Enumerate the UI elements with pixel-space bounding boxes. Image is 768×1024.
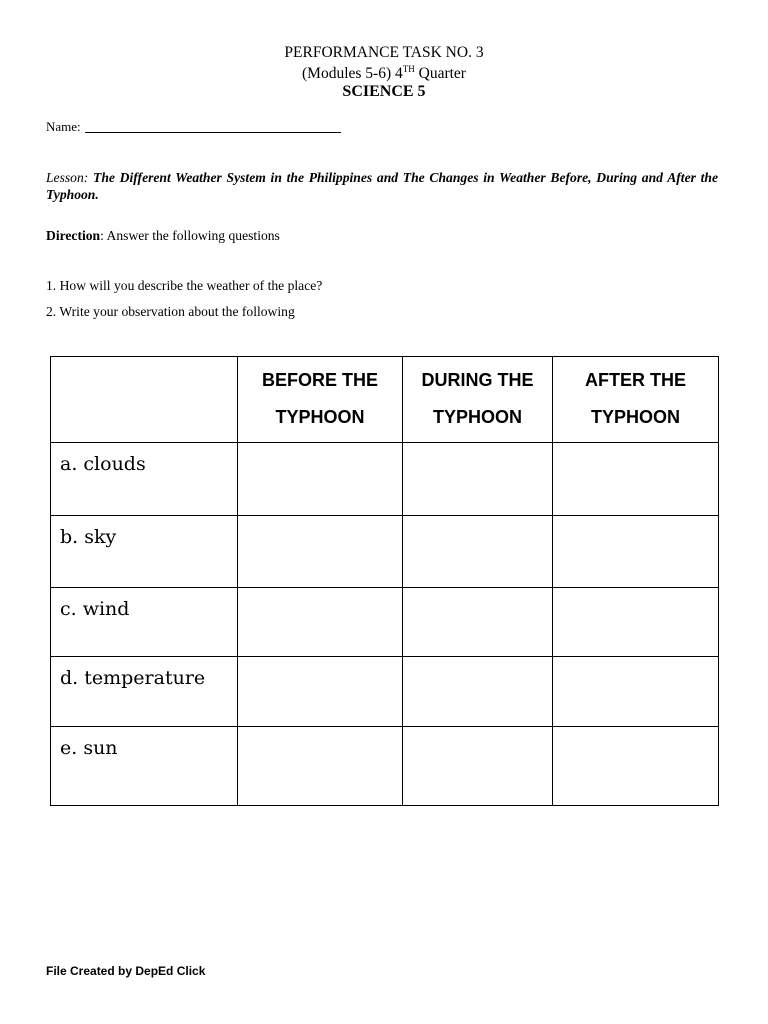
answer-cell[interactable] bbox=[553, 516, 719, 588]
answer-cell[interactable] bbox=[553, 443, 719, 516]
table-row bbox=[51, 657, 719, 727]
document-title: PERFORMANCE TASK NO. 3 bbox=[284, 44, 484, 61]
table-corner-cell bbox=[51, 357, 238, 443]
table-header-row bbox=[51, 357, 719, 443]
direction-line bbox=[46, 228, 280, 244]
answer-cell[interactable] bbox=[238, 588, 403, 657]
lesson-label: Lesson: bbox=[46, 170, 89, 185]
row-label-temperature: d. temperature bbox=[51, 657, 238, 727]
answer-cell[interactable] bbox=[553, 657, 719, 727]
answer-cell[interactable] bbox=[238, 657, 403, 727]
answer-cell[interactable] bbox=[403, 657, 553, 727]
lesson-text: The Different Weather System in the Philippines and The Changes in Weather Before, During and After the Typhoon. bbox=[46, 170, 718, 202]
answer-cell[interactable] bbox=[238, 443, 403, 516]
answer-cell[interactable] bbox=[238, 516, 403, 588]
row-label-wind: c. wind bbox=[51, 588, 238, 657]
name-label: Name: bbox=[46, 119, 81, 134]
question-1: 1. How will you describe the weather of the place? bbox=[46, 278, 323, 293]
header-before-typhoon: BEFORE THE TYPHOON bbox=[238, 357, 403, 443]
lesson-paragraph bbox=[46, 169, 718, 203]
table-row bbox=[51, 588, 719, 657]
header-during-typhoon: DURING THE TYPHOON bbox=[403, 357, 553, 443]
direction-label: Direction bbox=[46, 228, 101, 243]
answer-cell[interactable] bbox=[403, 516, 553, 588]
header-after-typhoon: AFTER THE TYPHOON bbox=[553, 357, 719, 443]
table-row bbox=[51, 727, 719, 806]
answer-cell[interactable] bbox=[403, 588, 553, 657]
name-field bbox=[46, 119, 341, 135]
question-2: 2. Write your observation about the following bbox=[46, 304, 295, 319]
row-label-sky: b. sky bbox=[51, 516, 238, 588]
table-row bbox=[51, 516, 719, 588]
answer-cell[interactable] bbox=[238, 727, 403, 806]
modules-quarter: (Modules 5-6) 4TH Quarter bbox=[302, 64, 466, 82]
observation-table bbox=[50, 356, 719, 806]
answer-cell[interactable] bbox=[553, 588, 719, 657]
name-blank-line[interactable] bbox=[85, 120, 341, 133]
answer-cell[interactable] bbox=[553, 727, 719, 806]
row-label-clouds: a. clouds bbox=[51, 443, 238, 516]
answer-cell[interactable] bbox=[403, 443, 553, 516]
table-row bbox=[51, 443, 719, 516]
footer-credit: File Created by DepEd Click bbox=[46, 964, 206, 978]
row-label-sun: e. sun bbox=[51, 727, 238, 806]
direction-text: : Answer the following questions bbox=[100, 228, 280, 243]
answer-cell[interactable] bbox=[403, 727, 553, 806]
subject-title: SCIENCE 5 bbox=[342, 83, 426, 100]
